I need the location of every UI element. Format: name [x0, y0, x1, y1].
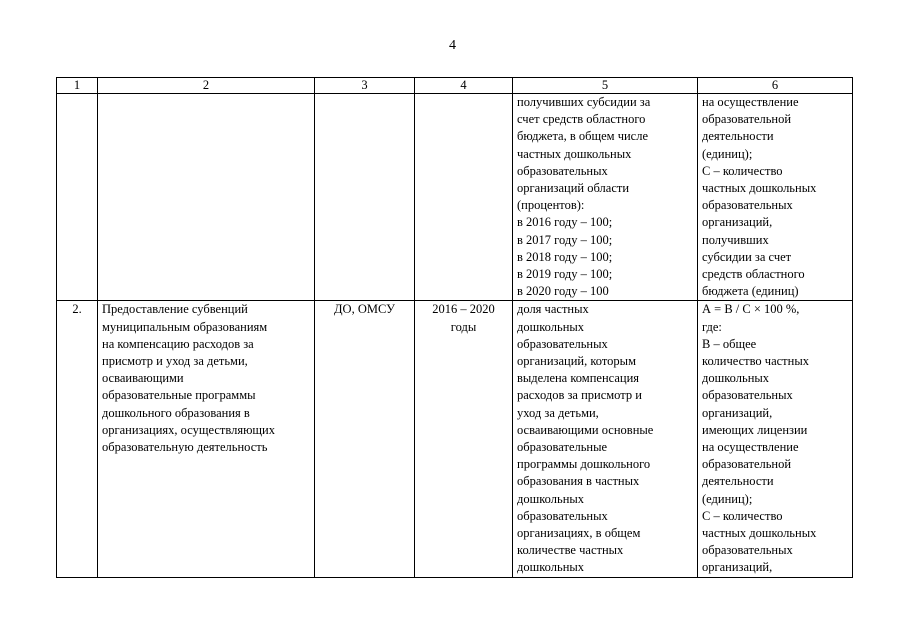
indicator-cell: [513, 301, 698, 577]
column-header: 2: [98, 78, 315, 94]
cell-text-line: в 2018 году – 100;: [517, 249, 613, 264]
measure-cell: [98, 301, 315, 577]
cell-text-line: муниципальным образованиям: [102, 319, 268, 334]
column-header: 3: [315, 78, 415, 94]
cell-text-line: образовательную деятельность: [102, 440, 268, 455]
row-number-cell: [57, 94, 98, 301]
page-number: 4: [449, 38, 456, 53]
cell-text-line: дошкольных: [702, 371, 770, 386]
cell-text-line: где:: [702, 319, 722, 334]
cell-text-line: количество частных: [702, 354, 809, 369]
cell-text-line: бюджета (единиц): [702, 284, 799, 299]
executor-cell: [315, 94, 415, 301]
calculation-method-cell: [698, 301, 853, 577]
cell-text-line: организациях, осуществляющих: [102, 422, 275, 437]
executor-cell: ДО, ОМСУ: [315, 301, 415, 577]
column-header: 5: [513, 78, 698, 94]
cell-text-line: выделена компенсация: [517, 371, 640, 386]
cell-text-line: В – общее: [702, 336, 757, 351]
cell-text-line: образовательных: [517, 163, 608, 178]
cell-text-line: на компенсацию расходов за: [102, 336, 254, 351]
cell-text-line: субсидии за счет: [702, 249, 792, 264]
cell-text-line: (процентов):: [517, 198, 585, 213]
cell-text-line: (единиц);: [702, 146, 753, 161]
cell-text-line: в 2019 году – 100;: [517, 267, 613, 282]
column-header: 1: [57, 78, 98, 94]
cell-text-line: 2016 – 2020: [432, 302, 495, 317]
cell-text-line: Предоставление субвенций: [102, 302, 248, 317]
cell-text-line: образовательных: [702, 198, 793, 213]
cell-text-line: образовательных: [517, 336, 608, 351]
table-row: [57, 301, 853, 577]
cell-text-line: дошкольных: [517, 491, 585, 506]
cell-text-line: образовательной: [702, 112, 792, 127]
column-header: 6: [698, 78, 853, 94]
cell-text-line: (единиц);: [702, 491, 753, 506]
cell-text-line: счет средств областного: [517, 112, 646, 127]
cell-text-line: получивших субсидии за: [517, 95, 651, 109]
cell-text-line: получивших: [702, 232, 769, 247]
cell-text-line: дошкольного образования в: [102, 405, 250, 420]
cell-text-line: годы: [450, 319, 477, 334]
cell-text-line: деятельности: [702, 474, 774, 489]
period-cell: [415, 301, 513, 577]
cell-text-line: частных дошкольных: [517, 146, 632, 161]
cell-text-line: расходов за присмотр и: [517, 388, 642, 403]
cell-text-line: программы дошкольного: [517, 457, 651, 472]
cell-text-line: образовательной: [702, 457, 792, 472]
cell-text-line: количестве частных: [517, 543, 624, 558]
cell-text-line: организациях, в общем: [517, 526, 641, 541]
cell-text-line: осваивающими основные: [517, 422, 654, 437]
cell-text-line: частных дошкольных: [702, 526, 817, 541]
cell-text-line: организаций,: [702, 215, 773, 230]
cell-text-line: А = В / С × 100 %,: [702, 302, 800, 317]
table-header-row: [57, 78, 853, 94]
cell-text-line: дошкольных: [517, 319, 585, 334]
cell-text-line: образовательных: [702, 388, 793, 403]
cell-text-line: С – количество: [702, 508, 783, 523]
cell-text-line: образовательные программы: [102, 388, 256, 403]
measure-cell: [98, 94, 315, 301]
cell-text-line: уход за детьми,: [517, 405, 599, 420]
row-number-cell: 2.: [57, 301, 98, 577]
cell-text-line: присмотр и уход за детьми,: [102, 354, 248, 369]
cell-text-line: доля частных: [517, 302, 589, 317]
cell-text-line: на осуществление: [702, 95, 799, 109]
cell-text-line: имеющих лицензии: [702, 422, 808, 437]
indicator-cell: [513, 94, 698, 301]
cell-text-line: дошкольных: [517, 560, 585, 575]
calculation-method-cell: [698, 94, 853, 301]
cell-text-line: организаций,: [702, 405, 773, 420]
cell-text-line: образовательных: [702, 543, 793, 558]
cell-text-line: на осуществление: [702, 440, 799, 455]
cell-text-line: в 2020 году – 100: [517, 284, 609, 299]
cell-text-line: осваивающими: [102, 371, 184, 386]
cell-text-line: организаций области: [517, 181, 630, 196]
cell-text-line: в 2016 году – 100;: [517, 215, 613, 230]
cell-text-line: С – количество: [702, 163, 783, 178]
cell-text-line: средств областного: [702, 267, 805, 282]
cell-text-line: образовательных: [517, 508, 608, 523]
cell-text-line: организаций, которым: [517, 354, 636, 369]
period-cell: [415, 94, 513, 301]
cell-text-line: деятельности: [702, 129, 774, 144]
table-row: [57, 94, 853, 301]
column-header: 4: [415, 78, 513, 94]
cell-text-line: образования в частных: [517, 474, 640, 489]
cell-text-line: в 2017 году – 100;: [517, 232, 613, 247]
cell-text-line: частных дошкольных: [702, 181, 817, 196]
cell-text-line: бюджета, в общем числе: [517, 129, 649, 144]
cell-text-line: организаций,: [702, 560, 773, 575]
cell-text-line: образовательные: [517, 440, 608, 455]
program-measures-table: [56, 77, 853, 578]
